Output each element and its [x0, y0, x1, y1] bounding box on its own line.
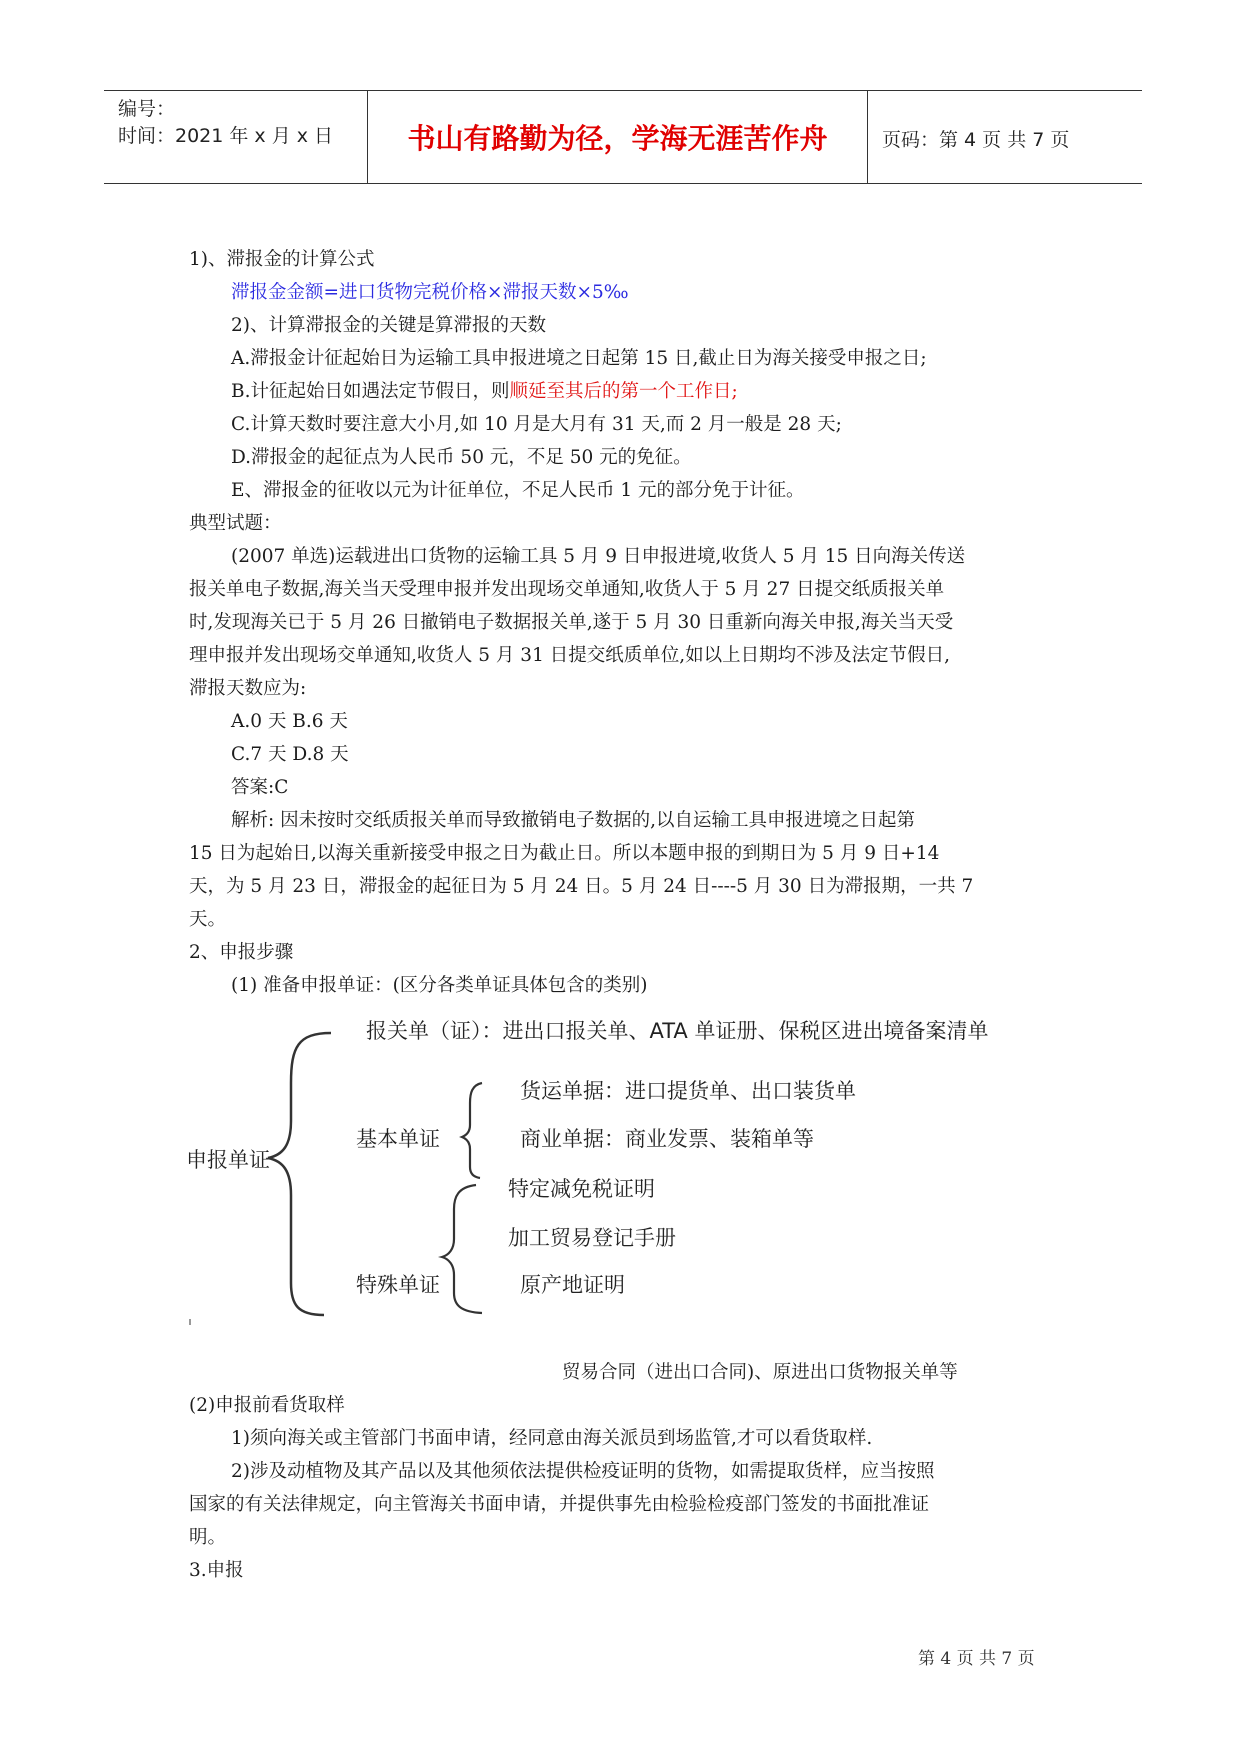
text-line: 2)涉及动植物及其产品以及其他须依法提供检疫证明的货物，如需提取货样，应当按照	[231, 1461, 935, 1482]
diagram-root-label: 申报单证	[186, 1148, 270, 1172]
diagram-special-item: 原产地证明	[520, 1273, 625, 1297]
text-line: 明。	[189, 1527, 227, 1548]
text-line: C.计算天数时要注意大小月,如 10 月是大月有 31 天,而 2 月一般是 28 天;	[231, 414, 842, 435]
doc-time-label: 时间：2021 年 x 月 x 日	[118, 125, 334, 147]
text-line: 1)须向海关或主管部门书面申请，经同意由海关派员到场监管,才可以看货取样.	[231, 1428, 873, 1449]
highlight-text: 顺延至其后的第一个工作日;	[509, 381, 738, 402]
header-page-number: 页码：第 4 页 共 7 页	[882, 129, 1070, 151]
diagram-special-label: 特殊单证	[356, 1273, 440, 1297]
page-header	[104, 90, 1142, 184]
header-motto: 书山有路勤为径，学海无涯苦作舟	[407, 122, 828, 155]
diagram-customs-doc: 报关单（证）：进出口报关单、ATA 单证册、保税区进出境备案清单	[366, 1019, 989, 1043]
text-line: 1)、滞报金的计算公式	[189, 249, 375, 270]
option-line: C.7 天 D.8 天	[231, 744, 349, 765]
text-span: B.计征起始日如遇法定节假日，则	[231, 381, 510, 402]
text-line: 报关单电子数据,海关当天受理申报并发出现场交单通知,收货人于 5 月 27 日提交纸质报关单	[189, 579, 945, 600]
section-heading: 典型试题：	[189, 513, 282, 534]
doc-number-label: 编号：	[118, 98, 176, 120]
text-line: 贸易合同（进出口合同)、原进出口货物报关单等	[562, 1362, 958, 1383]
diagram-special-item: 加工贸易登记手册	[508, 1226, 676, 1250]
brace-lines	[186, 1013, 1066, 1325]
text-line: 时,发现海关已于 5 月 26 日撤销电子数据报关单,遂于 5 月 30 日重新向海关申报,海关当天受	[189, 612, 954, 633]
text-line: 2)、计算滞报金的关键是算滞报的天数	[231, 315, 546, 336]
option-line: A.0 天 B.6 天	[231, 711, 348, 732]
text-line: 15 日为起始日,以海关重新接受申报之日为截止日。所以本题申报的到期日为 5 月 9 日+14	[189, 843, 940, 864]
section-heading: (2)申报前看货取样	[189, 1395, 345, 1416]
diagram-special-item: 特定减免税证明	[508, 1177, 655, 1201]
page-footer: 第 4 页 共 7 页	[918, 1649, 1035, 1669]
text-line: 理申报并发出现场交单通知,收货人 5 月 31 日提交纸质单位,如以上日期均不涉及法定节假日,	[189, 645, 950, 666]
main-brace	[268, 1033, 331, 1315]
text-line: (2007 单选)运载进出口货物的运输工具 5 月 9 日申报进境,收货人 5 月 15 日向海关传送	[231, 546, 966, 567]
special-brace	[442, 1185, 482, 1313]
answer-line: 答案:C	[231, 777, 289, 798]
header-motto-cell	[368, 91, 868, 183]
section-heading: 3.申报	[189, 1560, 244, 1581]
section-heading: 2、申报步骤	[189, 942, 294, 963]
text-line: E、滞报金的征收以元为计征单位，不足人民币 1 元的部分免于计征。	[231, 480, 805, 501]
basic-brace	[462, 1083, 482, 1178]
formula-line: 滞报金金额=进口货物完税价格×滞报天数×5‰	[231, 282, 629, 303]
text-line: D.滞报金的起征点为人民币 50 元，不足 50 元的免征。	[231, 447, 692, 468]
diagram-commercial-docs: 商业单据：商业发票、装箱单等	[520, 1127, 814, 1151]
text-line	[231, 380, 738, 404]
text-line: 天，为 5 月 23 日，滞报金的起征日为 5 月 24 日。5 月 24 日----5 月 30 日为滞报期，一共 7	[189, 876, 974, 897]
text-line: A.滞报金计征起始日为运输工具申报进境之日起第 15 日,截止日为海关接受申报之日;	[231, 348, 927, 369]
text-line: 解析: 因未按时交纸质报关单而导致撤销电子数据的,以自运输工具申报进境之日起第	[231, 810, 915, 831]
document-types-diagram	[186, 1013, 1066, 1325]
diagram-freight-docs: 货运单据：进口提货单、出口装货单	[520, 1079, 856, 1103]
text-line: 滞报天数应为:	[189, 678, 307, 699]
text-line: 国家的有关法律规定，向主管海关书面申请，并提供事先由检验检疫部门签发的书面批准证	[189, 1494, 930, 1515]
text-line: 天。	[189, 909, 227, 930]
diagram-basic-label: 基本单证	[356, 1127, 440, 1151]
header-page-cell	[868, 91, 1142, 183]
header-info-cell	[104, 91, 368, 183]
text-line: (1) 准备申报单证：(区分各类单证具体包含的类别)	[231, 975, 648, 996]
